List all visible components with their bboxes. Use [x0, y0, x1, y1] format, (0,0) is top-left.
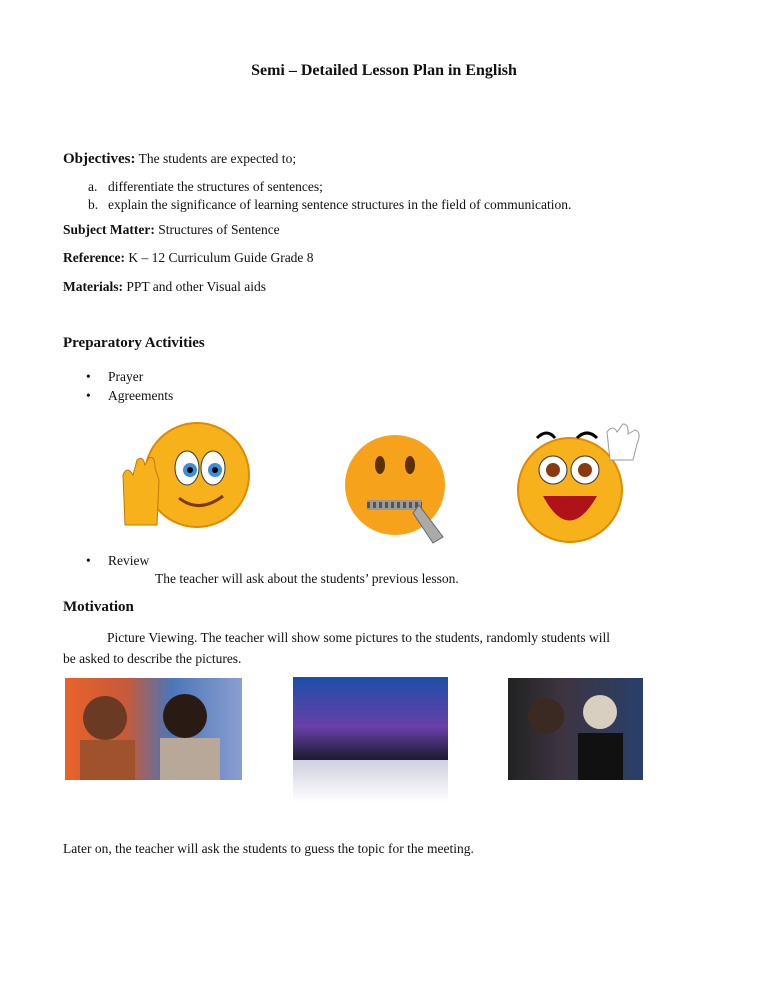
- materials-value: PPT and other Visual aids: [126, 279, 267, 294]
- closing-text: Later on, the teacher will ask the students to guess the topic for the meeting.: [63, 841, 474, 856]
- objectives-label: Objectives:: [63, 151, 136, 167]
- photo-2: [293, 677, 448, 802]
- bullet-prayer: • Prayer: [108, 369, 143, 385]
- bullet-agreements: • Agreements: [108, 388, 173, 404]
- reference-value: K – 12 Curriculum Guide Grade 8: [128, 250, 314, 265]
- objectives-intro: The students are expected to;: [138, 151, 297, 166]
- raised-hand-emoji-image: [115, 410, 253, 545]
- materials: [63, 279, 266, 295]
- review-text: The teacher will ask about the students’ previous lesson.: [155, 571, 459, 586]
- photo-3: [508, 678, 643, 780]
- excited-waving-emoji-image: [515, 420, 645, 548]
- subject-matter: [63, 222, 280, 238]
- photo-1: [65, 678, 242, 780]
- page-title: Semi – Detailed Lesson Plan in English: [251, 62, 517, 79]
- objective-item-b: explain the significance of learning sentence structures in the field of communication.: [108, 197, 572, 212]
- reference-label: Reference:: [63, 250, 125, 265]
- motivation-paragraph-line1: Picture Viewing. The teacher will show some pictures to the students, randomly students will: [107, 630, 610, 645]
- objective-item-a: differentiate the structures of sentences;: [108, 179, 323, 194]
- objectives: [63, 151, 296, 168]
- preparatory-heading: Preparatory Activities: [63, 335, 205, 351]
- zipper-mouth-emoji-image: [345, 425, 450, 547]
- motivation-paragraph-line2: be asked to describe the pictures.: [63, 651, 242, 666]
- objective-marker-b: b.: [88, 197, 99, 212]
- subject-matter-label: Subject Matter:: [63, 222, 155, 237]
- subject-matter-value: Structures of Sentence: [158, 222, 280, 237]
- bullet-review: • Review: [108, 553, 149, 569]
- reference: [63, 250, 314, 266]
- objective-marker-a: a.: [88, 179, 98, 194]
- materials-label: Materials:: [63, 279, 123, 294]
- motivation-heading: Motivation: [63, 599, 134, 615]
